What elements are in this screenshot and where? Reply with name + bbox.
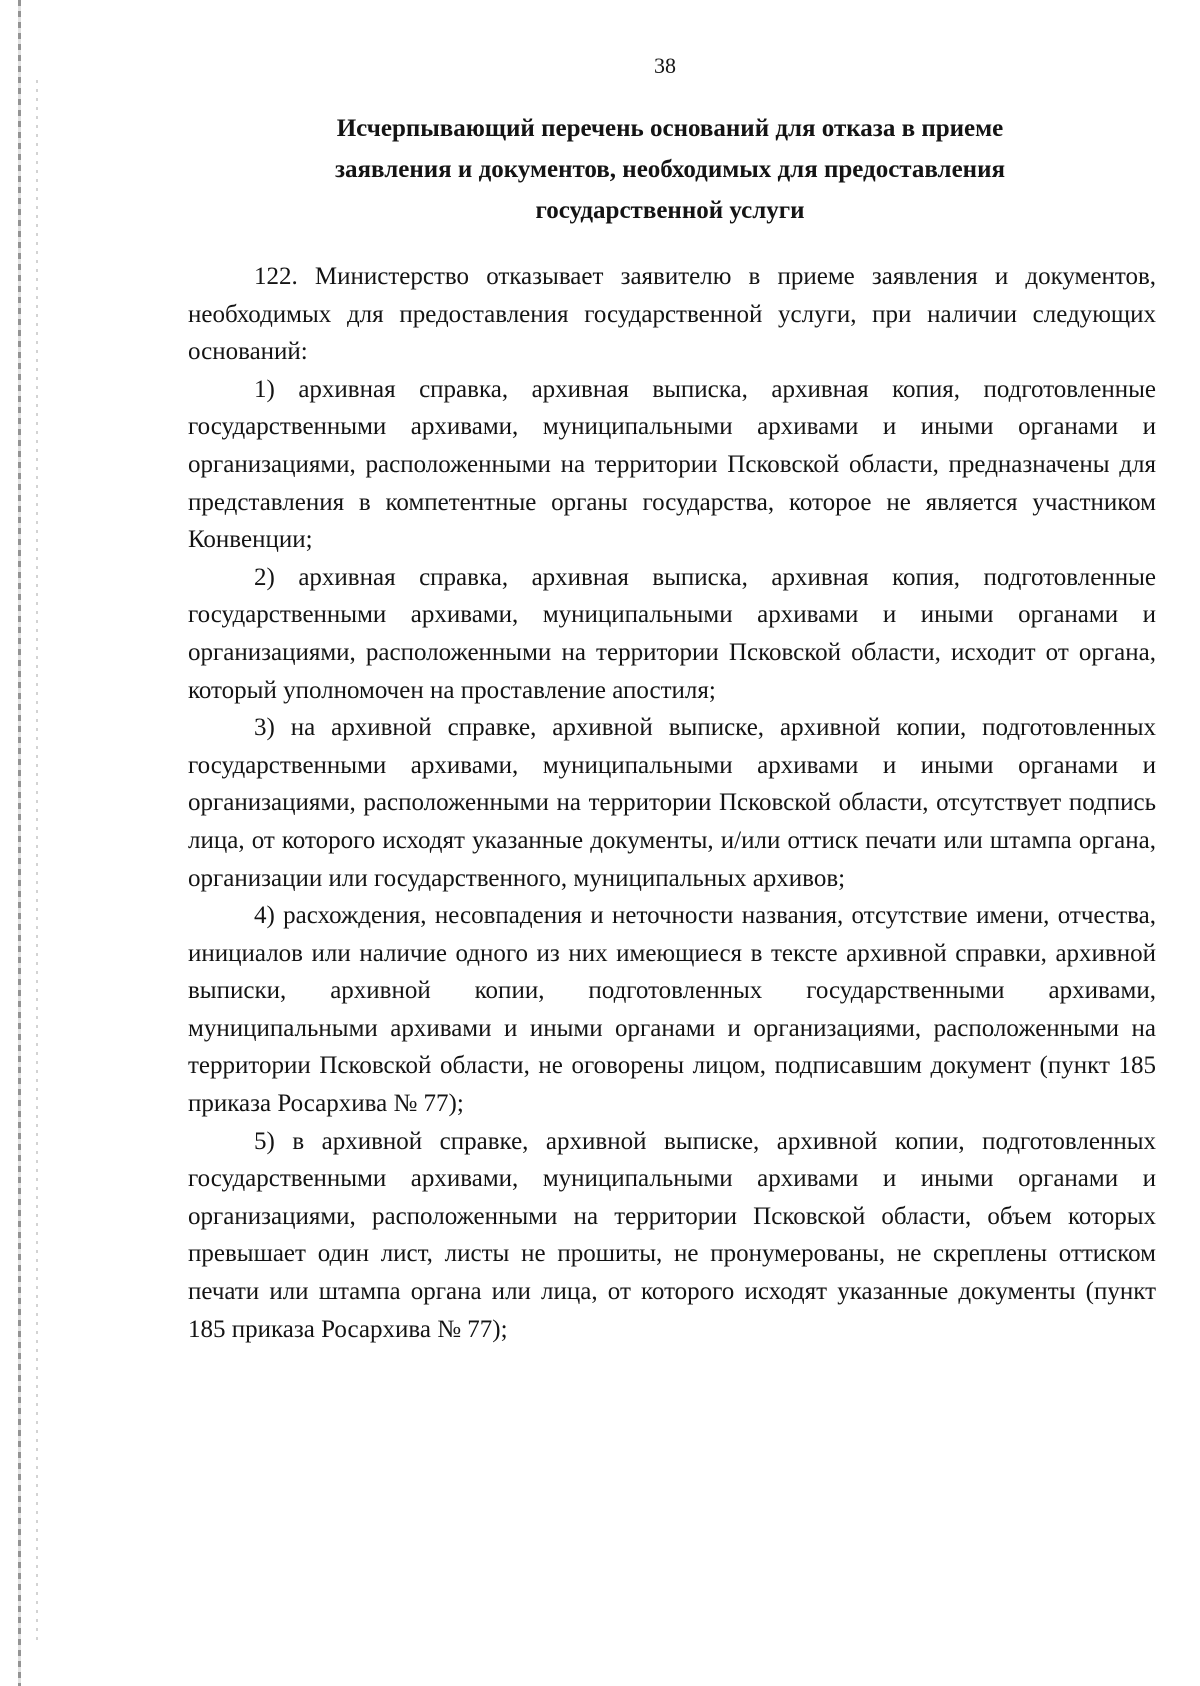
section-heading: [200, 108, 1140, 231]
scan-edge-artifact: [18, 0, 21, 1686]
heading-line-1: Исчерпывающий перечень оснований для отказа в приеме: [336, 115, 1004, 142]
list-item-5: 5) в архивной справке, архивной выписке, архивной копии, подготовленных государственными архивами, муниципальными архивами и иными органами и организациями, расположенными на территории Псковской области, объем которых превышает один лист, листы не прошиты, не пронумерованы, не скреплены оттиском печати или штампа органа или лица, от которого исходят указанные документы (пункт 185 приказа Росархива № 77);: [188, 1127, 1156, 1343]
paragraph-122: 122. Министерство отказывает заявителю в приеме заявления и документов, необходимых для предоставления государственной услуги, при наличии следующих оснований:: [188, 263, 1156, 366]
list-item-2: 2) архивная справка, архивная выписка, архивная копия, подготовленные государственными архивами, муниципальными архивами и иными органами и организациями, расположенными на территории Псковской области, исходит от органа, который уполномочен на проставление апостиля;: [188, 563, 1156, 704]
list-item-1: 1) архивная справка, архивная выписка, архивная копия, подготовленные государственными архивами, муниципальными архивами и иными органами и организациями, расположенными на территории Псковской области, предназначены для представления в компетентные органы государства, которое не является участником Конвенции;: [188, 375, 1156, 554]
list-item-3: 3) на архивной справке, архивной выписке, архивной копии, подготовленных государственными архивами, муниципальными архивами и иными органами и организациями, расположенными на территории Псковской области, отсутствует подпись лица, от которого исходят указанные документы, и/или оттиск печати или штампа органа, организации или государственного, муниципальных архивов;: [188, 714, 1156, 892]
page-number: 38: [654, 53, 676, 78]
list-item-4: 4) расхождения, несовпадения и неточности названия, отсутствие имени, отчества, инициалов или наличие одного из них имеющиеся в тексте архивной справки, архивной выписки, архивной копии, подготовленных государственными архивами, муниципальными архивами и иными органами и организациями, расположенными на территории Псковской области, не оговорены лицом, подписавшим документ (пункт 185 приказа Росархива № 77);: [188, 902, 1156, 1118]
scan-edge-artifact-secondary: [36, 80, 38, 1640]
document-body: [188, 258, 1156, 1348]
heading-line-3: государственной услуги: [535, 197, 805, 224]
heading-line-2: заявления и документов, необходимых для предоставления: [334, 156, 1006, 183]
